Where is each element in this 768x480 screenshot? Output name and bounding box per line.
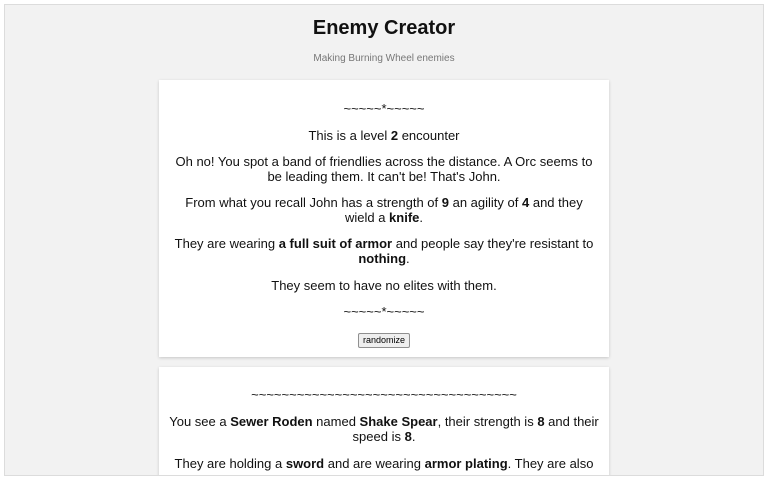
separator-top: ~~~~~*~~~~~	[343, 101, 425, 116]
elite-separator: ~~~~~~~~~~~~~~~~~~~~~~~~~~~~~~~~~~~	[251, 387, 517, 402]
leader-strength-value: 9	[441, 195, 449, 210]
elite-equipment-text: They are holding a sword and are wearing armor plating. They are also	[174, 456, 594, 471]
elite-card	[159, 367, 609, 476]
app-frame	[4, 4, 764, 476]
leader-stats-text: From what you recall John has a strength of 9 an agility of 4 and they wield a knife.	[185, 195, 583, 225]
leader-weapon-value: knife	[389, 209, 420, 225]
elite-strength-value: 8	[537, 414, 545, 429]
elite-name-value: Shake Spear	[359, 414, 438, 429]
elite-weapon-value: sword	[285, 456, 325, 471]
leader-agility-value: 4	[522, 195, 530, 210]
encounter-level-value: 2	[390, 128, 399, 143]
elite-speed-value: 8	[404, 428, 412, 444]
elite-description-text: You see a Sewer Roden named Shake Spear, their strength is 8 and their speed is 8.	[169, 414, 599, 444]
elite-armor-value: armor plating	[424, 456, 508, 471]
encounter-level-text: This is a level 2 encounter	[308, 128, 460, 143]
leader-armor-text: They are wearing a full suit of armor and people say they're resistant to nothing.	[174, 236, 594, 266]
encounter-intro-text: Oh no! You spot a band of friendlies across the distance. A Orc seems to be leading them. It can't be! That's John.	[175, 154, 593, 184]
page-title: Enemy Creator	[312, 17, 456, 39]
leader-armor-value: a full suit of armor	[278, 236, 393, 251]
separator-bottom: ~~~~~*~~~~~	[343, 304, 425, 319]
elite-creature-value: Sewer Roden	[230, 414, 313, 429]
leader-resistance-value: nothing	[358, 250, 407, 266]
elites-text: They seem to have no elites with them.	[271, 278, 497, 293]
encounter-card	[159, 80, 609, 357]
page-subtitle: Making Burning Wheel enemies	[313, 53, 455, 64]
randomize-button[interactable]: randomize	[358, 333, 410, 348]
